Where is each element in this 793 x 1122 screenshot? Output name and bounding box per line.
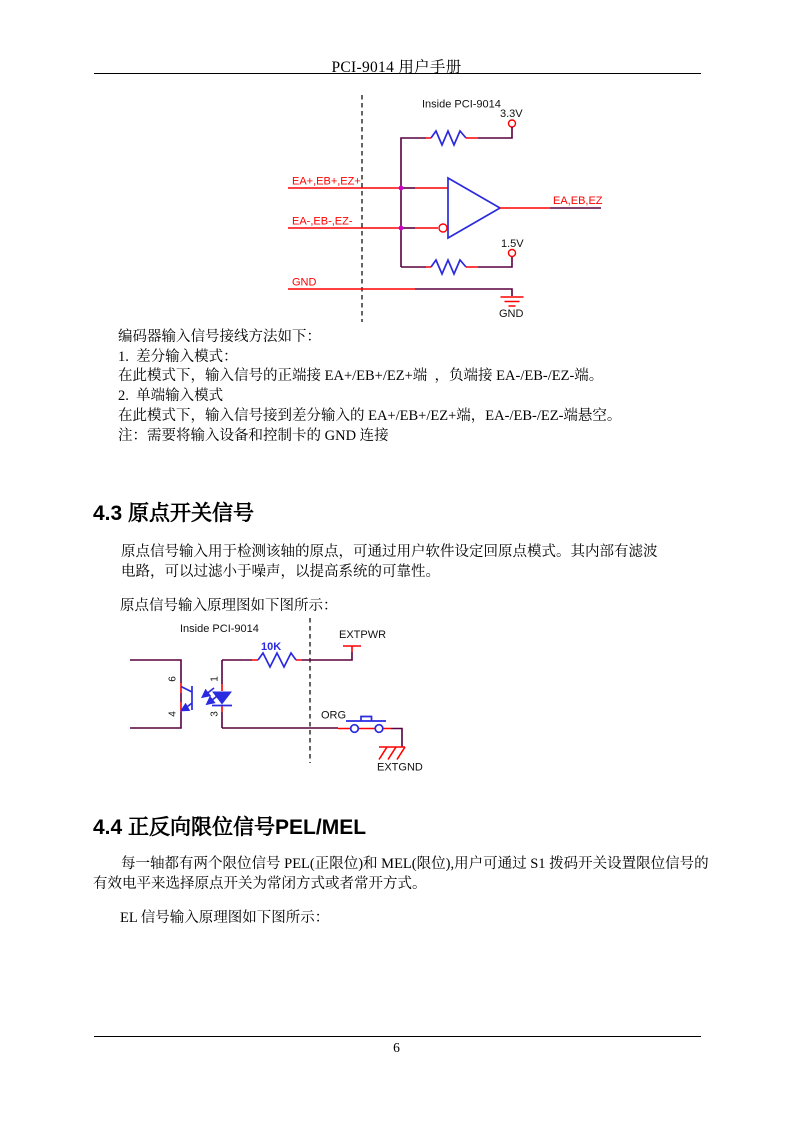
org-input-circuit-diagram	[120, 613, 440, 780]
section-4-4-paragraph	[93, 855, 709, 894]
pin-4-label: 4	[167, 711, 179, 717]
output-label: EA,EB,EZ	[553, 195, 603, 207]
text-line: 电路，可以过滤小于噪声，以提高系统的可靠性。	[121, 563, 440, 580]
inside-board-label: Inside PCI-9014	[180, 623, 259, 635]
phototransistor-icon	[181, 686, 219, 711]
text-line: 1. 差分输入模式：	[118, 348, 238, 365]
el-diagram-caption: EL 信号输入原理图如下图所示：	[120, 910, 330, 926]
inverting-input-bubble-icon	[439, 224, 447, 232]
resistor-value-label: 10K	[261, 641, 282, 653]
text-line: 在此模式下，输入信号的正端接 EA+/EB+/EZ+端 ，负端接 EA-/EB-/EZ-端。	[118, 368, 604, 385]
page-header-title: PCI-9014 用户手册	[331, 59, 462, 76]
page-number: 6	[393, 1040, 400, 1055]
text-line: 每一轴都有两个限位信号 PEL(正限位)和 MEL(限位),用户可通过 S1 拨码开关设置限位信号的	[121, 856, 709, 872]
gnd-symbol-label: GND	[499, 308, 524, 320]
header-rule	[94, 73, 701, 74]
input-positive-label: EA+,EB+,EZ+	[292, 175, 361, 188]
section-4-4-heading: 4.4 正反向限位信号PEL/MEL	[93, 816, 367, 839]
inside-board-label: Inside PCI-9014	[422, 98, 501, 111]
gnd-wire-dark	[415, 289, 512, 296]
vref-terminal-icon	[509, 250, 516, 257]
extgnd-label: EXTGND	[377, 761, 423, 774]
ground-icon	[501, 297, 524, 306]
gnd-line-label: GND	[292, 276, 317, 289]
section-4-3-heading: 4.3 原点开关信号	[93, 502, 255, 525]
text-line: 原点信号输入用于检测该轴的原点，可通过用户软件设定回原点模式。其内部有滤波	[121, 544, 658, 560]
text-line: 2. 单端输入模式	[118, 388, 224, 405]
internal-wires	[401, 127, 512, 267]
footer-rule	[94, 1036, 701, 1037]
input-negative-label: EA-,EB-,EZ-	[292, 215, 353, 228]
org-diagram-caption: 原点信号输入原理图如下图所示：	[120, 598, 338, 614]
text-line: 编码器输入信号接线方法如下：	[118, 329, 321, 345]
series-resistor-icon	[258, 653, 296, 667]
pin-3-label: 3	[209, 711, 221, 717]
junction-dot	[399, 226, 404, 231]
text-line: 有效电平来选择原点开关为常闭方式或者常开方式。	[93, 875, 427, 892]
push-switch-icon	[346, 717, 386, 733]
earth-ground-icon	[379, 747, 405, 760]
section-4-3-paragraph	[121, 543, 658, 582]
optocoupler-left-wires	[130, 660, 181, 728]
pulldown-resistor-icon	[431, 260, 466, 274]
org-label: ORG	[321, 709, 347, 722]
pin-1-label: 1	[209, 676, 221, 682]
pullup-resistor-icon	[431, 131, 466, 145]
top-wire-dark	[222, 652, 352, 660]
resistor-leads	[426, 138, 478, 267]
junction-dot	[399, 186, 404, 191]
text-line: 注：需要将输入设备和控制卡的 GND 连接	[118, 427, 389, 444]
encoder-wiring-text	[118, 328, 621, 446]
pin-6-label: 6	[167, 676, 179, 682]
vcc-label: 3.3V	[500, 108, 523, 120]
encoder-circuit-diagram	[280, 90, 610, 325]
opamp-icon	[448, 178, 500, 238]
text-line: 在此模式下，输入信号接到差分输入的 EA+/EB+/EZ+端，EA-/EB-/EZ-端悬空。	[118, 407, 622, 424]
extpwr-label: EXTPWR	[339, 629, 387, 641]
vcc-terminal-icon	[509, 120, 516, 127]
vref-label: 1.5V	[501, 238, 524, 250]
